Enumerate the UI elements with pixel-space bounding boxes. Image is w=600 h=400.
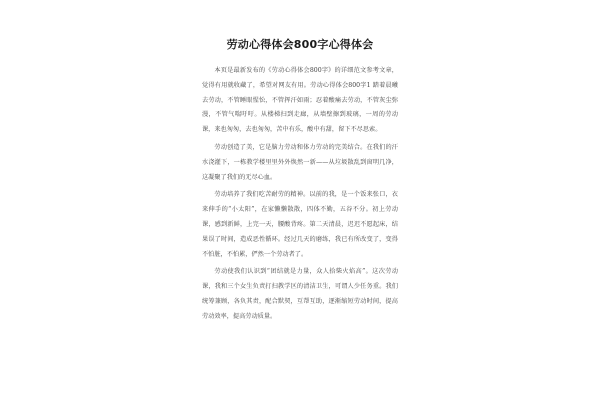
document-body (202, 36, 398, 328)
paragraph-3: 劳动培养了我们吃苦耐劳的精神。以前的我，是一个饭来张口，衣来伸手的“小太阳”，在家懒懒散散，四体不勤，五谷不分。初上劳动课，感到新鲜，上完一天，腰酸背疼。第二天清晨，迟迟不愿起床，结果误了时间，造成恶性循环。经过几天的磨练，我已有所改变了，变得不怕脏，不怕累，俨然一个劳动者了。 (202, 191, 398, 258)
paragraph-2: 劳动创造了美，它是脑力劳动和体力劳动的完美结合。在我们的汗水浇灌下，一栋教学楼里里外外焕然一新——从垃圾散乱到窗明几净，这凝聚了我们的无尽心血。 (202, 143, 398, 181)
paragraph-1: 本页是最新发布的《劳动心得体会800字》的详细范文参考文章，觉得有用就收藏了，希望对网友有用。劳动心得体会800字1 踏着晨曦去劳动，不管睡眼惺忪，不管挥汗如雨；忍着酸痛去劳动，不管灰尘弥漫，不管气喘吁吁。从楼梯扫到走廊，从墙壁擦到玻璃，一周的劳动课，来也匆匆，去也匆匆，苦中有乐，酸中有甜，留下不尽思索。 (202, 67, 398, 134)
paragraph-4: 劳动使我们认识到“团结就是力量，众人拾柴火焰高”。这次劳动课，我和三个女生负责打扫教学区的清洁卫生，可谓人少任务重。我们统筹兼顾，各负其责，配合默契，互帮互助，逐渐缩短劳动时间，提高劳动效率，提高劳动质量。 (202, 268, 398, 320)
document-title: 劳动心得体会800字心得体会 (226, 38, 374, 51)
